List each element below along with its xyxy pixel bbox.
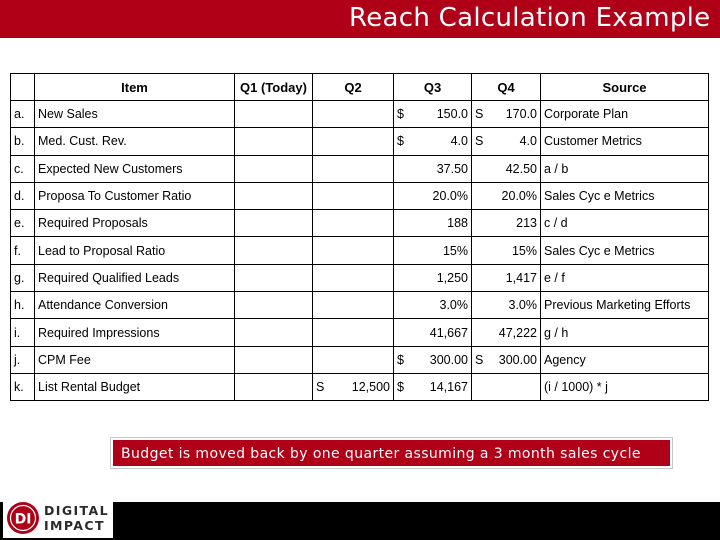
currency-symbol: $ — [397, 352, 404, 367]
q2-cell — [313, 155, 394, 182]
table-row — [11, 237, 709, 264]
q2-cell — [313, 237, 394, 264]
q4-cell — [472, 155, 541, 182]
q3-cell — [394, 264, 472, 291]
callout-banner — [111, 438, 672, 468]
q2-cell — [313, 101, 394, 128]
table-row — [11, 182, 709, 209]
q2-cell — [313, 128, 394, 155]
q2-cell — [313, 292, 394, 319]
cell-value: 37.50 — [436, 161, 468, 176]
row-label: g. — [11, 264, 35, 291]
row-item: Proposa To Customer Ratio — [35, 182, 235, 209]
row-item: New Sales — [35, 101, 235, 128]
table-row — [11, 101, 709, 128]
logo-wordmark — [44, 503, 109, 533]
q4-cell — [472, 319, 541, 346]
row-source: a / b — [541, 155, 709, 182]
row-source: (i / 1000) * j — [541, 373, 709, 400]
row-label: h. — [11, 292, 35, 319]
cell-value: 42.50 — [505, 161, 537, 176]
header-q3: Q3 — [394, 74, 472, 101]
reach-table — [10, 73, 709, 401]
cell-value: 41,667 — [429, 325, 468, 340]
cell-value: 47,222 — [498, 325, 537, 340]
table-row — [11, 128, 709, 155]
table-row — [11, 346, 709, 373]
row-source: Previous Marketing Efforts — [541, 292, 709, 319]
currency-symbol: S — [475, 134, 484, 149]
logo-line-2: IMPACT — [44, 517, 105, 533]
q4-cell — [472, 346, 541, 373]
q2-cell — [313, 319, 394, 346]
row-item: Required Proposals — [35, 210, 235, 237]
cell-value: 14,167 — [429, 380, 468, 395]
row-item: Required Qualified Leads — [35, 264, 235, 291]
cell-value: 20.0% — [432, 189, 468, 204]
q2-cell — [313, 210, 394, 237]
row-item: CPM Fee — [35, 346, 235, 373]
row-source: c / d — [541, 210, 709, 237]
cell-value: 1,250 — [436, 270, 468, 285]
currency-symbol: S — [316, 380, 325, 395]
q4-cell — [472, 292, 541, 319]
q1-cell — [235, 237, 313, 264]
row-item: Attendance Conversion — [35, 292, 235, 319]
table-row — [11, 155, 709, 182]
row-item: List Rental Budget — [35, 373, 235, 400]
q1-cell — [235, 101, 313, 128]
q3-cell — [394, 237, 472, 264]
row-source: Agency — [541, 346, 709, 373]
currency-symbol: $ — [397, 107, 404, 122]
q1-cell — [235, 182, 313, 209]
row-source: e / f — [541, 264, 709, 291]
logo-mark-icon — [6, 501, 40, 535]
cell-value: 213 — [516, 216, 537, 231]
cell-value: 300.00 — [498, 352, 537, 367]
header-source: Source — [541, 74, 709, 101]
currency-symbol: $ — [397, 380, 404, 395]
q1-cell — [235, 319, 313, 346]
cell-value: 4.0 — [450, 134, 468, 149]
row-label: f. — [11, 237, 35, 264]
q3-cell — [394, 373, 472, 400]
q4-cell — [472, 101, 541, 128]
q3-cell — [394, 128, 472, 155]
cell-value: 3.0% — [439, 298, 468, 313]
q3-cell — [394, 101, 472, 128]
table-row — [11, 264, 709, 291]
table-row — [11, 210, 709, 237]
table-row — [11, 292, 709, 319]
q2-cell — [313, 346, 394, 373]
q1-cell — [235, 292, 313, 319]
table-row — [11, 319, 709, 346]
q3-cell — [394, 182, 472, 209]
row-label: k. — [11, 373, 35, 400]
currency-symbol: $ — [397, 134, 404, 149]
cell-value: 1,417 — [505, 270, 537, 285]
row-source: Sales Cyc e Metrics — [541, 237, 709, 264]
header-label-cell — [11, 74, 35, 101]
q1-cell — [235, 346, 313, 373]
q4-cell — [472, 373, 541, 400]
q4-cell — [472, 128, 541, 155]
q1-cell — [235, 210, 313, 237]
header-q1: Q1 (Today) — [235, 74, 313, 101]
row-source: Sales Cyc e Metrics — [541, 182, 709, 209]
row-item: Required Impressions — [35, 319, 235, 346]
row-label: b. — [11, 128, 35, 155]
q2-cell — [313, 264, 394, 291]
table-header-row — [11, 74, 709, 101]
row-label: a. — [11, 101, 35, 128]
header-item: Item — [35, 74, 235, 101]
q1-cell — [235, 155, 313, 182]
q2-cell — [313, 182, 394, 209]
q1-cell — [235, 264, 313, 291]
cell-value: 3.0% — [508, 298, 537, 313]
cell-value: 15% — [511, 243, 537, 258]
logo-mark-text: DI — [14, 511, 32, 527]
cell-value: 188 — [447, 216, 468, 231]
q3-cell — [394, 346, 472, 373]
row-label: c. — [11, 155, 35, 182]
currency-symbol: S — [475, 107, 484, 122]
q4-cell — [472, 237, 541, 264]
row-item: Expected New Customers — [35, 155, 235, 182]
row-source: g / h — [541, 319, 709, 346]
table-row — [11, 373, 709, 400]
row-source: Customer Metrics — [541, 128, 709, 155]
row-label: d. — [11, 182, 35, 209]
cell-value: 20.0% — [501, 189, 537, 204]
cell-value: 150.0 — [436, 107, 468, 122]
q3-cell — [394, 292, 472, 319]
q4-cell — [472, 210, 541, 237]
row-source: Corporate Plan — [541, 101, 709, 128]
row-item: Med. Cust. Rev. — [35, 128, 235, 155]
row-label: j. — [11, 346, 35, 373]
row-item: Lead to Proposal Ratio — [35, 237, 235, 264]
cell-value: 300.00 — [429, 352, 468, 367]
slide-title: Reach Calculation Example — [349, 3, 711, 33]
q4-cell — [472, 264, 541, 291]
title-bar — [0, 0, 720, 38]
callout-text: Budget is moved back by one quarter assuming a 3 month sales cycle — [121, 446, 641, 462]
q4-cell — [472, 182, 541, 209]
q3-cell — [394, 155, 472, 182]
cell-value: 4.0 — [519, 134, 537, 149]
digital-impact-logo — [3, 497, 113, 538]
cell-value: 12,500 — [351, 380, 390, 395]
header-q4: Q4 — [472, 74, 541, 101]
q3-cell — [394, 319, 472, 346]
currency-symbol: S — [475, 352, 484, 367]
cell-value: 170.0 — [505, 107, 537, 122]
row-label: i. — [11, 319, 35, 346]
q1-cell — [235, 373, 313, 400]
cell-value: 15% — [442, 243, 468, 258]
logo-line-1: DIGITAL — [44, 502, 109, 518]
q2-cell — [313, 373, 394, 400]
q3-cell — [394, 210, 472, 237]
row-label: e. — [11, 210, 35, 237]
header-q2: Q2 — [313, 74, 394, 101]
q1-cell — [235, 128, 313, 155]
